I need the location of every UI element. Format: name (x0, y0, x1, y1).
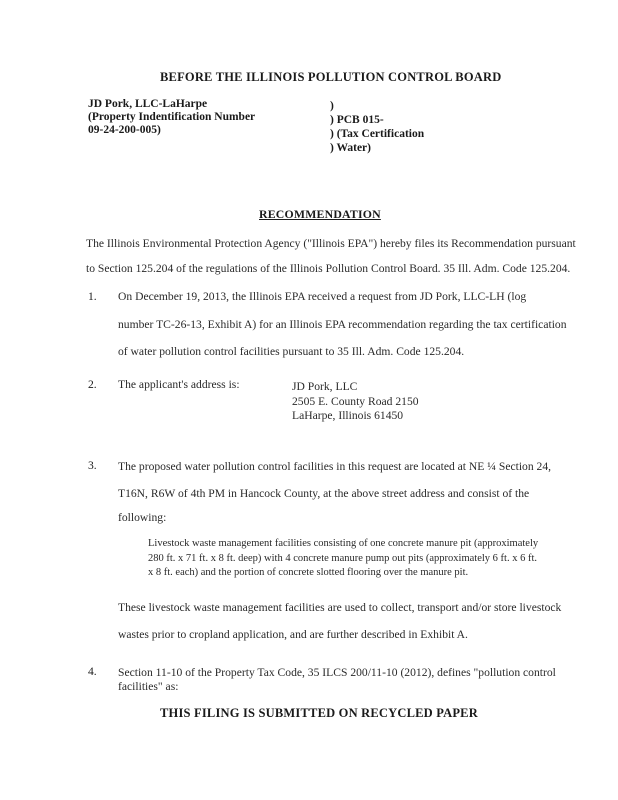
paragraph-1-line-1: On December 19, 2013, the Illinois EPA received a request from JD Pork, LLC-LH (log (118, 290, 527, 303)
paragraph-4-number: 4. (88, 665, 97, 678)
paragraph-3-number: 3. (88, 459, 97, 472)
paragraph-3-line-1: The proposed water pollution control facilities in this request are located at NE ¼ Section 24, (118, 460, 552, 473)
facility-description-line-1: Livestock waste management facilities consisting of one concrete manure pit (approximately (148, 538, 539, 549)
caption-property-id-number: 09-24-200-005) (88, 124, 161, 136)
caption-case-type-cont: ) Water) (330, 142, 371, 154)
paragraph-2-number: 2. (88, 378, 97, 391)
recommendation-title: RECOMMENDATION (259, 207, 381, 221)
paragraph-3-line-3: following: (118, 511, 167, 524)
paragraph-1-number: 1. (88, 290, 97, 303)
paragraph-1-line-2: number TC-26-13, Exhibit A) for an Illinois EPA recommendation regarding the tax certification (118, 318, 567, 331)
facility-description-line-3: x 8 ft. each) and the portion of concrete slotted flooring over the manure pit. (148, 567, 469, 578)
caption-right-line-1: ) (330, 100, 334, 112)
applicant-name: JD Pork, LLC (292, 380, 358, 393)
intro-line-1: The Illinois Environmental Protection Agency ("Illinois EPA") hereby files its Recommendation pursuant (86, 237, 576, 250)
caption-case-number: ) PCB 015- (330, 114, 384, 126)
paragraph-1-line-3: of water pollution control facilities pursuant to 35 Ill. Adm. Code 125.204. (118, 345, 465, 358)
caption-property-id-label: (Property Indentification Number (88, 111, 256, 123)
paragraph-3-after-line-1: These livestock waste management facilities are used to collect, transport and/or store livestock (118, 601, 562, 614)
intro-line-2: to Section 125.204 of the regulations of the Illinois Pollution Control Board. 35 Ill. Adm. Code 125.204. (86, 262, 571, 275)
applicant-street: 2505 E. County Road 2150 (292, 395, 419, 408)
caption-party-name: JD Pork, LLC-LaHarpe (88, 98, 208, 110)
caption-case-type: ) (Tax Certification (330, 128, 425, 140)
paragraph-3-after-line-2: wastes prior to cropland application, and are further described in Exhibit A. (118, 628, 468, 641)
paragraph-2-label: The applicant's address is: (118, 378, 240, 391)
paragraph-4-line-2: facilities" as: (118, 680, 179, 693)
recycled-paper-footer: THIS FILING IS SUBMITTED ON RECYCLED PAPER (160, 706, 478, 720)
paragraph-3-line-2: T16N, R6W of 4th PM in Hancock County, at the above street address and consist of the (118, 487, 530, 500)
board-title: BEFORE THE ILLINOIS POLLUTION CONTROL BOARD (160, 70, 502, 84)
facility-description-line-2: 280 ft. x 71 ft. x 8 ft. deep) with 4 concrete manure pump out pits (approximately 6 ft. x 6 ft. (148, 553, 537, 564)
applicant-city: LaHarpe, Illinois 61450 (292, 409, 404, 422)
paragraph-4-line-1: Section 11-10 of the Property Tax Code, 35 ILCS 200/11-10 (2012), defines "pollution control (118, 666, 556, 679)
